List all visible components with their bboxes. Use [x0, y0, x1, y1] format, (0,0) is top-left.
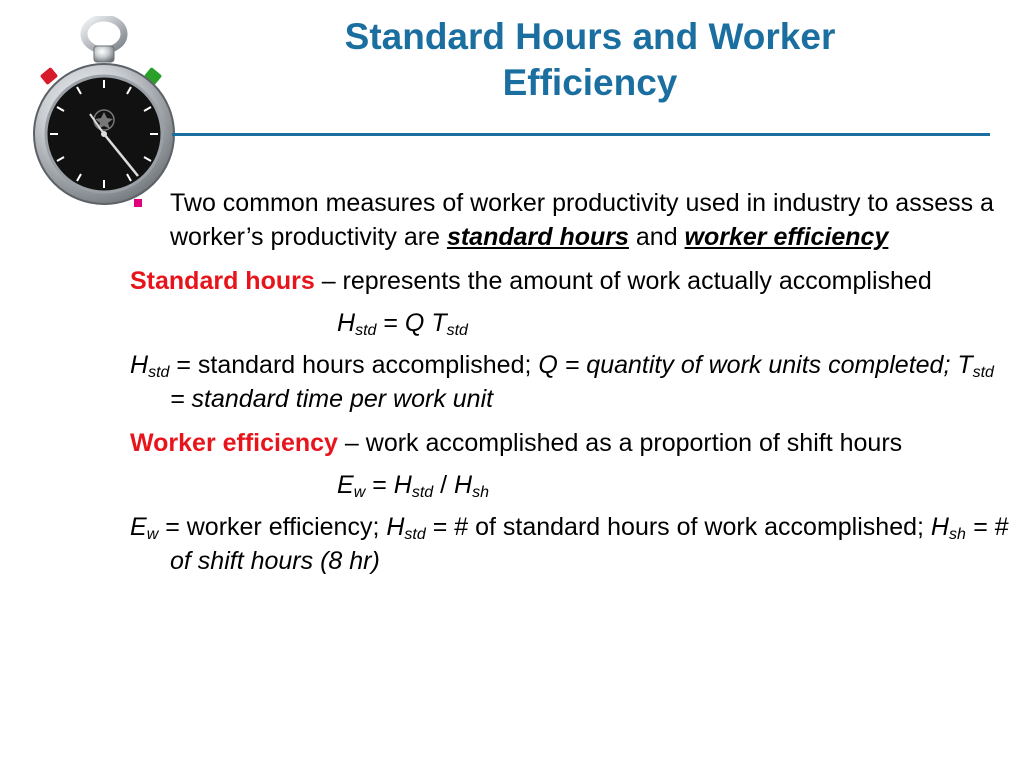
def-e-text: = worker efficiency; [158, 513, 387, 541]
def-t-text: = standard time per work unit [170, 385, 494, 413]
def-h-text: = standard hours accomplished; [169, 351, 539, 379]
def-h: H [130, 351, 149, 379]
formula-h: H [337, 309, 356, 337]
worker-efficiency-paragraph [130, 426, 1010, 460]
worker-efficiency-definitions [130, 510, 1010, 578]
formula-q: Q [404, 309, 425, 337]
formula-equals: = [376, 309, 405, 337]
term-worker-efficiency: worker efficiency [684, 223, 889, 251]
def-hstd-text: = # of standard hours of work accomplished; [425, 513, 931, 541]
standard-hours-definitions [130, 348, 1010, 416]
def-e-sub: w [146, 526, 159, 543]
standard-hours-formula [130, 306, 1010, 340]
title-divider [172, 133, 990, 136]
standard-hours-heading: Standard hours [130, 267, 315, 295]
formula-hstd-sub: std [411, 484, 434, 501]
def-t-sub: std [972, 364, 994, 381]
formula-h-sub: std [355, 322, 377, 339]
bullet-intro-text: Two common measures of worker productivity used in industry to assess a worker’s productivity are [170, 189, 994, 251]
def-hstd-sub: std [404, 526, 426, 543]
def-h-sub: std [148, 364, 170, 381]
title-line-1: Standard Hours and Worker [344, 16, 836, 57]
def-hstd: H [386, 513, 405, 541]
standard-hours-paragraph [130, 264, 1010, 298]
formula-hstd: H [393, 471, 412, 499]
def-hsh-sub: sh [948, 526, 966, 543]
worker-efficiency-heading: Worker efficiency [130, 429, 338, 457]
formula-hsh-sub: sh [472, 484, 489, 501]
bullet-square-icon [134, 199, 142, 207]
formula-t: T [431, 309, 447, 337]
def-e: E [130, 513, 147, 541]
bullet-intro [130, 186, 1010, 254]
formula-hsh: H [454, 471, 473, 499]
formula-slash: / [433, 471, 454, 499]
term-standard-hours: standard hours [446, 223, 629, 251]
def-q-text: Q = quantity of work units completed; T [538, 351, 973, 379]
formula-e-equals: = [365, 471, 394, 499]
bullet-intro-and: and [628, 223, 685, 251]
def-hsh: H [930, 513, 949, 541]
worker-efficiency-description: – work accomplished as a proportion of shift hours [337, 429, 903, 457]
formula-e: E [337, 471, 354, 499]
worker-efficiency-formula [130, 468, 1010, 502]
slide-body [130, 186, 1010, 578]
def-hsh-text: = # of shift hours (8 hr) [170, 513, 1009, 575]
page-title [190, 14, 990, 106]
formula-t-sub: std [446, 322, 468, 339]
stopwatch-icon [20, 16, 180, 206]
formula-e-sub: w [353, 484, 366, 501]
standard-hours-description: – represents the amount of work actually accomplished [314, 267, 932, 295]
title-line-2: Efficiency [502, 62, 678, 103]
